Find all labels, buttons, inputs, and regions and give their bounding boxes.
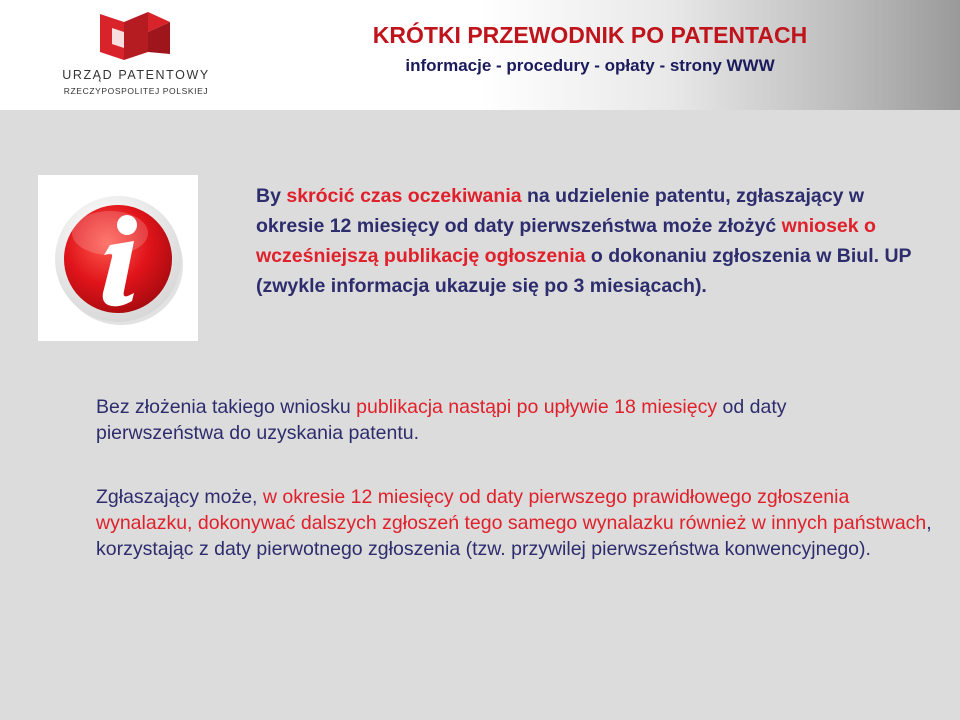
page-title: KRÓTKI PRZEWODNIK PO PATENTACH [372, 22, 808, 48]
p3-highlight-1: w okresie 12 miesięcy od daty pierwszego prawidłowego zgłoszenia wynalazku, dokonywać dalszych zgłoszeń tego samego wynalazku również w innych państwach [96, 486, 927, 534]
logo-text-main: URZĄD PATENTOWY [62, 68, 210, 82]
p2-text-2: od daty pierwszeństwa do uzyskania patentu. [96, 396, 787, 444]
logo-text-sub: RZECZYPOSPOLITEJ POLSKIEJ [63, 86, 209, 96]
header-bar [0, 0, 960, 110]
p1-text-2: na udzielenie patentu, zgłaszający w okresie 12 miesięcy od daty pierwszeństwa może złożyć [256, 185, 865, 237]
p1-text-1: By [256, 185, 287, 207]
paragraph-early-publication [256, 181, 936, 301]
paragraph-convention-priority [96, 484, 936, 562]
p2-highlight-1: publikacja nastąpi po upływie 18 miesięcy [356, 396, 718, 418]
p2-text-1: Bez złożenia takiego wniosku [96, 396, 357, 418]
p3-text-2: , korzystając z daty pierwotnego zgłoszenia (tzw. przywilej pierwszeństwa konwencyjnego). [96, 512, 932, 560]
info-icon [38, 175, 198, 341]
p1-text-3: o dokonaniu zgłoszenia w Biul. UP (zwykle informacja ukazuje się po 3 miesiącach). [256, 245, 912, 297]
p1-highlight-1: skrócić czas oczekiwania [286, 185, 522, 207]
p1-highlight-2: wniosek o wcześniejszą publikację ogłoszenia [256, 215, 876, 267]
paragraph-standard-publication [96, 394, 916, 446]
patent-office-logo [62, 8, 210, 100]
p3-text-1: Zgłaszający może, [96, 486, 263, 508]
page-subtitle: informacje - procedury - opłaty - strony WWW [405, 56, 775, 75]
emblem-icon [62, 8, 210, 66]
info-panel [38, 175, 198, 341]
